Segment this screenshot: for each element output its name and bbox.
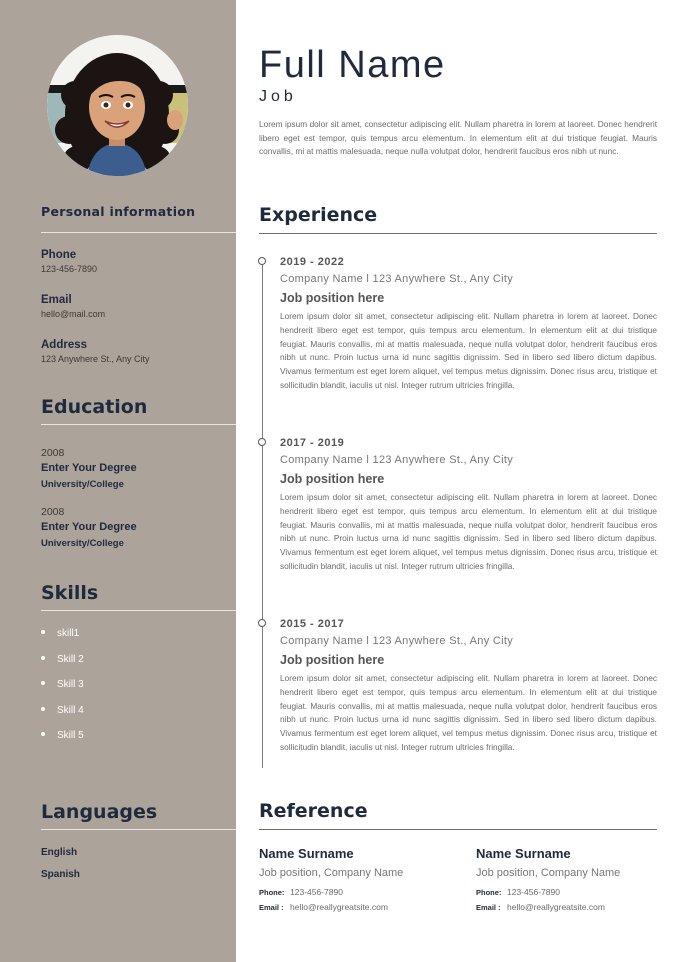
skill-item <box>41 654 84 665</box>
reference-item <box>259 846 449 912</box>
phone-value: 123-456-7890 <box>507 887 560 897</box>
email-value: hello@reallygreatsite.com <box>507 902 605 912</box>
full-name: Full Name <box>259 44 446 86</box>
reference-email <box>259 902 449 912</box>
education-school: University/College <box>41 538 124 549</box>
reference-position: Job position, Company Name <box>259 867 404 879</box>
experience-position: Job position here <box>280 653 385 667</box>
experience-company: Company Name l 123 Anywhere St., Any City <box>280 273 514 285</box>
phone-value: 123-456-7890 <box>41 264 98 274</box>
education-heading: Education <box>41 396 148 418</box>
experience-description: Lorem ipsum dolor sit amet, consectetur adipiscing elit. Nullam pharetra in lorem at laoreet. Donec hendrerit libero eget est tempor, quis tempus arcu elementum. In elementum elit at dui tristique feugiat. Mauris convallis, mi at mattis malesuada, neque nulla volutpat dolor, hendrerit faucibus eros nibh ut nunc. Proin luctus urna id nunc sagittis dignissim. Sed in libero sed libero dictum dapibus. Vivamus fermentum est eget lorem aliquet, vel tempus metus dignissim. Donec risus arcu, tristique et sollicitudin blandit, iaculis ut nisl. Integer rutrum ultricies fringilla. <box>280 673 657 752</box>
divider <box>41 829 236 830</box>
skill-label: skill1 <box>57 628 80 639</box>
experience-dates: 2019 - 2022 <box>280 256 345 268</box>
experience-description: Lorem ipsum dolor sit amet, consectetur adipiscing elit. Nullam pharetra in lorem at laoreet. Donec hendrerit libero eget est tempor, quis tempus arcu elementum. In elementum elit at dui tristique feugiat. Mauris convallis, mi at mattis malesuada, neque nulla volutpat dolor, hendrerit faucibus eros nibh ut nunc. Proin luctus urna id nunc sagittis dignissim. Sed in libero sed libero dictum dapibus. Vivamus fermentum est eget lorem aliquet, vel tempus metus dignissim. Donec risus arcu, tristique et sollicitudin blandit, iaculis ut nisl. Integer rutrum ultricies fringilla. <box>280 492 657 571</box>
language-item: Spanish <box>41 869 80 880</box>
address-value: 123 Anywhere St., Any City <box>41 354 150 364</box>
skill-label: Skill 4 <box>57 705 84 716</box>
divider <box>41 424 236 425</box>
phone-label: Phone: <box>476 888 502 897</box>
experience-company: Company Name l 123 Anywhere St., Any City <box>280 454 514 466</box>
skill-item <box>41 705 84 716</box>
job-title: Job <box>259 88 297 105</box>
education-degree: Enter Your Degree <box>41 521 137 533</box>
reference-position: Job position, Company Name <box>476 867 621 879</box>
experience-description: Lorem ipsum dolor sit amet, consectetur adipiscing elit. Nullam pharetra in lorem at laoreet. Donec hendrerit libero eget est tempor, quis tempus arcu elementum. In elementum elit at dui tristique feugiat. Mauris convallis, mi at mattis malesuada, neque nulla volutpat dolor, hendrerit faucibus eros nibh ut nunc. Proin luctus urna id nunc sagittis dignissim. Sed in libero sed libero dictum dapibus. Vivamus fermentum est eget lorem aliquet, vel tempus metus dignissim. Donec risus arcu, tristique et sollicitudin blandit, iaculis ut nisl. Integer rutrum ultricies fringilla. <box>280 311 657 390</box>
email-label: Email : <box>476 903 501 912</box>
reference-phone <box>476 887 666 897</box>
reference-name: Name Surname <box>476 846 571 861</box>
phone-label: Phone <box>41 249 77 261</box>
reference-heading: Reference <box>259 800 368 822</box>
avatar-illustration <box>47 35 188 176</box>
experience-position: Job position here <box>280 291 385 305</box>
address-label: Address <box>41 339 88 351</box>
divider <box>259 829 657 830</box>
skill-item <box>41 679 84 690</box>
education-school: University/College <box>41 479 124 490</box>
reference-name: Name Surname <box>259 846 354 861</box>
email-value: hello@reallygreatsite.com <box>290 902 388 912</box>
experience-company: Company Name l 123 Anywhere St., Any City <box>280 635 514 647</box>
email-label: Email <box>41 294 72 306</box>
education-section <box>41 396 236 549</box>
sidebar <box>0 0 236 962</box>
timeline-node-icon <box>258 257 266 265</box>
email-label: Email : <box>259 903 284 912</box>
divider <box>41 610 236 611</box>
experience-item <box>280 256 657 393</box>
bullet-icon <box>41 656 45 660</box>
reference-phone <box>259 887 449 897</box>
bullet-icon <box>41 681 45 685</box>
languages-section <box>41 801 236 880</box>
bullet-icon <box>41 630 45 634</box>
education-item <box>41 506 137 549</box>
experience-position: Job position here <box>280 472 385 486</box>
skills-section <box>41 582 236 741</box>
skill-label: Skill 3 <box>57 679 84 690</box>
skill-label: Skill 5 <box>57 730 84 741</box>
skill-item <box>41 730 84 741</box>
reference-email <box>476 902 666 912</box>
divider <box>259 233 657 234</box>
experience-item <box>280 618 657 755</box>
timeline-line <box>262 262 263 768</box>
bullet-icon <box>41 707 45 711</box>
languages-heading: Languages <box>41 801 158 823</box>
profile-photo <box>47 35 188 176</box>
education-degree: Enter Your Degree <box>41 462 137 474</box>
reference-item <box>476 846 666 912</box>
experience-item <box>280 437 657 574</box>
email-value: hello@mail.com <box>41 309 106 319</box>
timeline-node-icon <box>258 619 266 627</box>
skills-heading: Skills <box>41 582 99 604</box>
timeline-node-icon <box>258 438 266 446</box>
education-item <box>41 447 137 490</box>
experience-heading: Experience <box>259 204 378 226</box>
experience-dates: 2015 - 2017 <box>280 618 345 630</box>
phone-label: Phone: <box>259 888 285 897</box>
education-year: 2008 <box>41 506 65 518</box>
skill-label: Skill 2 <box>57 654 84 665</box>
bullet-icon <box>41 732 45 736</box>
personal-info-heading: Personal information <box>41 204 196 219</box>
divider <box>41 232 236 233</box>
skill-item <box>41 628 79 639</box>
intro-paragraph: Lorem ipsum dolor sit amet, consectetur adipiscing elit. Nullam pharetra in lorem at laoreet. Donec hendrerit libero eget est tempor, quis tempus arcu elementum. In elementum elit at dui tristique feugiat. Mauris convallis, mi at mattis malesuada, neque nulla volutpat dolor, hendrerit faucibus eros nibh ut nunc. <box>259 119 657 157</box>
language-item: English <box>41 847 78 858</box>
education-year: 2008 <box>41 447 65 459</box>
experience-dates: 2017 - 2019 <box>280 437 345 449</box>
phone-value: 123-456-7890 <box>290 887 343 897</box>
personal-info-section <box>41 204 236 364</box>
